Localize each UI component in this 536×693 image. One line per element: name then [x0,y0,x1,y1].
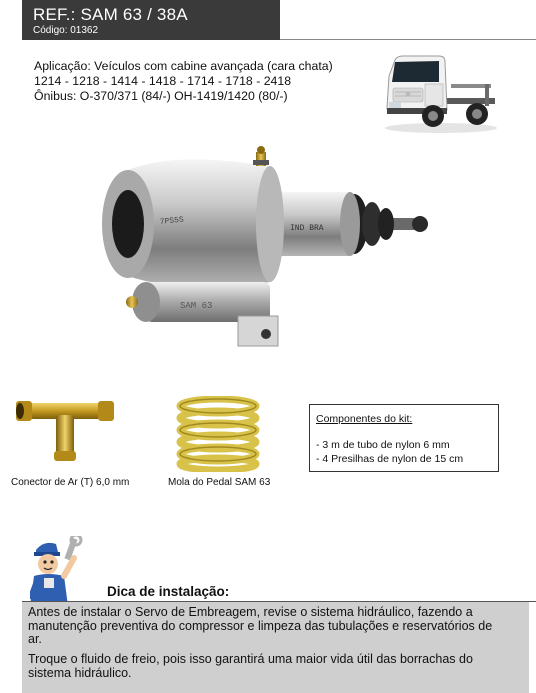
side-engraving: 7PS5S [159,215,185,227]
clutch-servo-image [88,140,448,370]
tee-connector-icon [12,395,122,465]
ring-engraving: IND BRA [290,224,324,233]
tip-paragraph: Antes de instalar o Servo de Embreagem, revise o sistema hidráulico, fazendo a manutenção preventiva do compressor e limpeza das tubulações e reservatórios de ar. [28,605,493,646]
bus-models: Ônibus: O-370/371 (84/-) OH-1419/1420 (80/-) [34,89,288,103]
application-line: Aplicação: Veículos com cabine avançada (cara chata) [34,59,333,73]
tip-paragraph: Troque o fluido de freio, pois isso garantirá uma maior vida útil das borrachas do sistema hidráulico. [28,652,473,680]
application-block [34,59,333,104]
spring-icon [170,396,266,472]
accessory-tee-connector [12,395,122,475]
kit-item: - 4 Presilhas de nylon de 15 cm [316,453,464,465]
product-code: Código: 01362 [33,25,99,36]
kit-title: Componentes do kit: [316,413,413,425]
truck-image [381,54,499,134]
header [0,0,536,40]
product-ref: REF.: SAM 63 / 38A [33,5,188,24]
vehicle-models: 1214 - 1218 - 1414 - 1418 - 1714 - 1718 - 2418 [34,74,292,88]
kit-item: - 3 m de tubo de nylon 6 mm [316,439,450,451]
header-rule [280,39,536,40]
accessory-spring [170,396,266,472]
tip-title: Dica de instalação: [107,584,230,599]
tee-connector-label: Conector de Ar (T) 6,0 mm [11,477,130,488]
kit-components-box [309,404,499,472]
spring-label: Mola do Pedal SAM 63 [168,477,271,488]
body-engraving: SAM 63 [180,301,213,311]
mechanic-icon [30,536,100,606]
